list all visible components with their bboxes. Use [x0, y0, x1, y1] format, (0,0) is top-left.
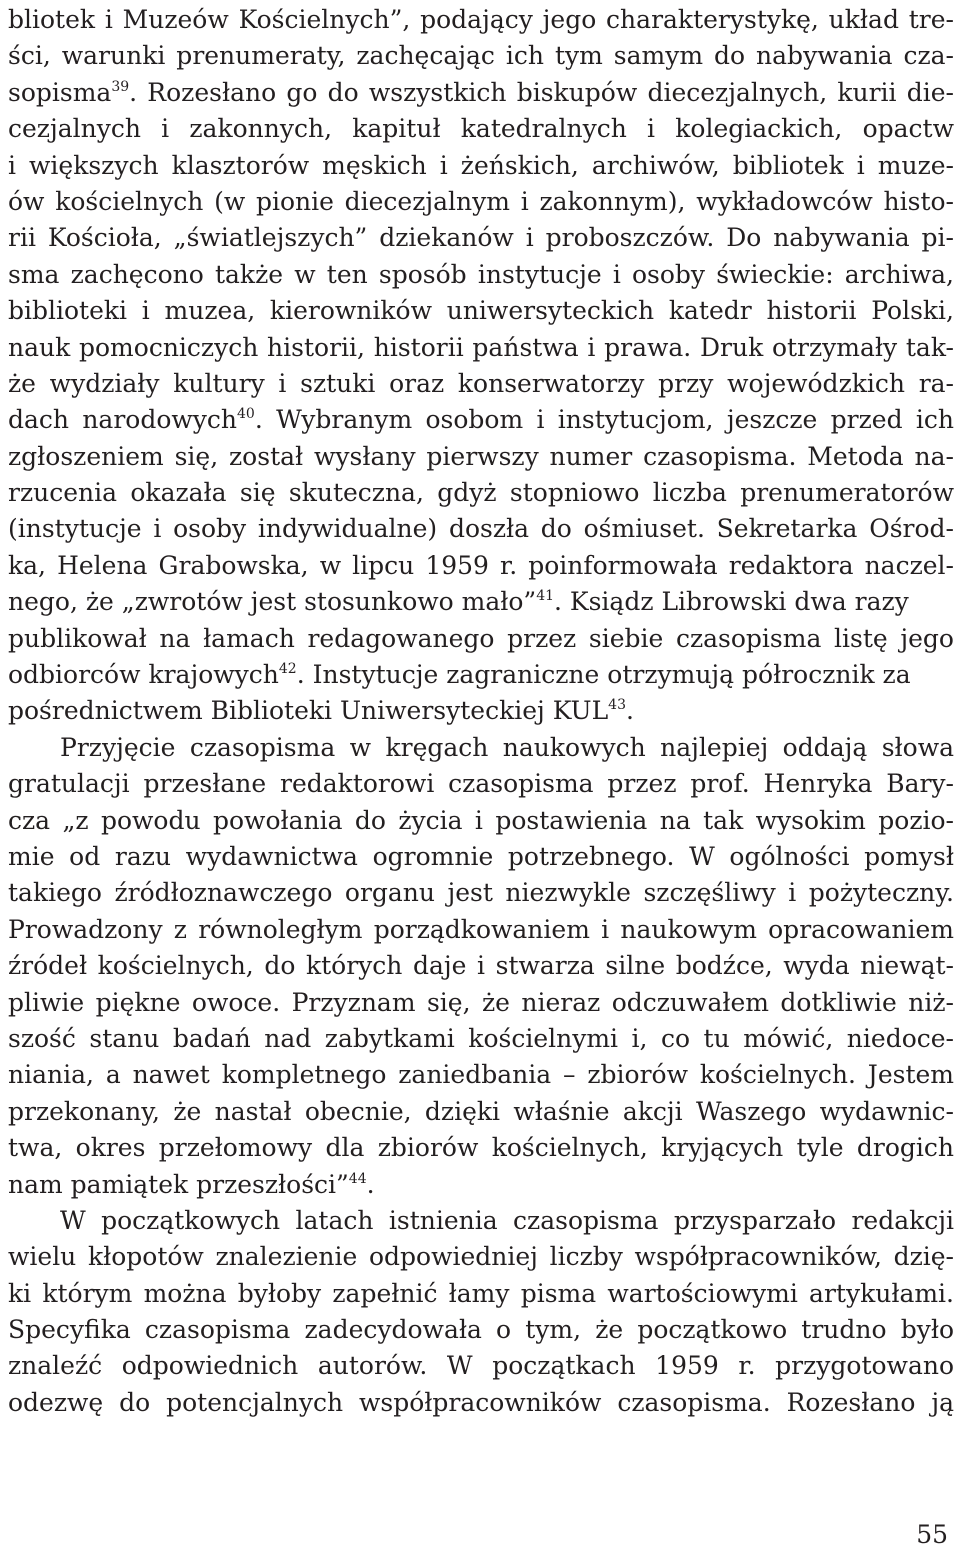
text-run: twa, okres przełomowy dla zbiorów kościelnych, kryjących tyle drogich — [8, 1133, 954, 1163]
text-line — [8, 1385, 954, 1421]
text-line — [8, 184, 954, 220]
text-run: rzucenia okazała się skuteczna, gdyż stopniowo liczba prenumeratorów — [8, 478, 954, 508]
text-line — [8, 1348, 954, 1384]
text-run: Przyjęcie czasopisma w kręgach naukowych najlepiej oddają słowa — [60, 732, 954, 762]
text-line — [8, 293, 954, 329]
body-text — [8, 2, 954, 1421]
text-line — [8, 439, 954, 475]
text-run: ki którym można byłoby zapełnić łamy pisma wartościowymi artykułami. — [8, 1278, 954, 1308]
text-run: . Ksiądz Librowski dwa razy — [554, 587, 909, 617]
text-line — [8, 366, 954, 402]
paragraph — [8, 2, 954, 730]
page-number: 55 — [916, 1520, 948, 1549]
document-page — [8, 0, 954, 1556]
text-run: szość stanu badań nad zabytkami kościelnymi i, co tu mówić, niedoce- — [8, 1023, 954, 1053]
text-run: publikował na łamach redagowanego przez siebie czasopisma listę jego — [8, 623, 954, 653]
text-line — [8, 111, 954, 147]
text-run: że wydziały kultury i sztuki oraz konserwatorzy przy wojewódzkich ra- — [8, 368, 954, 398]
text-line — [8, 220, 954, 256]
text-line — [8, 38, 954, 74]
text-run: znaleźć odpowiednich autorów. W początkach 1959 r. przygotowano — [8, 1351, 954, 1381]
footnote-ref: 40 — [237, 406, 255, 423]
text-run: nam pamiątek przeszłości” — [8, 1169, 349, 1199]
text-line — [8, 730, 954, 766]
text-run: . — [626, 696, 634, 726]
text-run: cezjalnych i zakonnych, kapituł katedralnych i kolegiackich, opactw — [8, 114, 954, 144]
text-run: cza „z powodu powołania do życia i postawienia na tak wysokim pozio- — [8, 805, 954, 835]
text-run: takiego źródłoznawczego organu jest niezwykle szczęśliwy i pożyteczny. — [8, 878, 954, 908]
text-run: bliotek i Muzeów Kościelnych”, podający jego charakterystykę, układ tre- — [8, 5, 954, 34]
text-run: biblioteki i muzea, kierowników uniwersyteckich katedr historii Polski, — [8, 296, 954, 326]
text-run: . Wybranym osobom i instytucjom, jeszcze przed ich — [254, 405, 954, 435]
text-line — [8, 1021, 954, 1057]
text-run: sma zachęcono także w ten sposób instytucje i osoby świeckie: archiwa, — [8, 259, 954, 289]
footnote-ref: 41 — [536, 588, 555, 605]
text-run: niania, a nawet kompletnego zaniedbania – zbiorów kościelnych. Jestem — [8, 1060, 954, 1090]
text-line — [8, 148, 954, 184]
text-line — [8, 839, 954, 875]
text-run: rii Kościoła, „światlejszych” dziekanów i proboszczów. Do nabywania pi- — [8, 223, 954, 253]
text-line — [8, 803, 954, 839]
text-line — [8, 475, 954, 511]
text-run: sopisma — [8, 77, 112, 107]
paragraph — [8, 730, 954, 1203]
text-run: . Rozesłano go do wszystkich biskupów diecezjalnych, kurii die- — [129, 77, 954, 107]
text-line — [8, 875, 954, 911]
text-line — [8, 548, 954, 584]
text-run: dach narodowych — [8, 405, 238, 435]
text-run: gratulacji przesłane redaktorowi czasopisma przez prof. Henryka Bary- — [8, 769, 954, 799]
footnote-ref: 39 — [111, 78, 130, 95]
text-run: (instytucje i osoby indywidualne) doszła do ośmiuset. Sekretarka Ośrod- — [8, 514, 954, 544]
text-run: odbiorców krajowych — [8, 660, 279, 690]
text-run: przekonany, że nastał obecnie, dzięki właśnie akcji Waszego wydawnic- — [8, 1096, 954, 1126]
text-line — [8, 75, 954, 111]
text-line — [8, 621, 954, 657]
text-run: zgłoszeniem się, został wysłany pierwszy numer czasopisma. Metoda na- — [8, 441, 954, 471]
text-line — [8, 1276, 954, 1312]
text-run: nego, że „zwrotów jest stosunkowo mało” — [8, 587, 537, 617]
text-run: Specyfika czasopisma zadecydowała o tym, że początkowo trudno było — [8, 1315, 954, 1345]
text-run: Prowadzony z równoległym porządkowaniem i naukowym opracowaniem — [8, 914, 954, 944]
text-run: źródeł kościelnych, do których daje i stwarza silne bodźce, wyda niewąt- — [8, 951, 954, 981]
text-run: ów kościelnych (w pionie diecezjalnym i zakonnym), wykładowców histo- — [8, 186, 954, 216]
text-line — [8, 1094, 954, 1130]
text-line — [8, 766, 954, 802]
text-line — [8, 948, 954, 984]
text-line — [8, 657, 954, 693]
text-run: pliwie piękne owoce. Przyznam się, że nieraz odczuwałem dotkliwie niż- — [8, 987, 954, 1017]
paragraph — [8, 1203, 954, 1421]
text-line — [8, 985, 954, 1021]
text-line — [8, 1203, 954, 1239]
text-line — [8, 1057, 954, 1093]
text-run: . — [366, 1169, 375, 1199]
text-run: odezwę do potencjalnych współpracowników czasopisma. Rozesłano ją — [8, 1387, 954, 1417]
text-line — [8, 693, 954, 729]
text-line — [8, 1130, 954, 1166]
text-run: i większych klasztorów męskich i żeńskich, archiwów, bibliotek i muze- — [8, 150, 954, 180]
text-run: . Instytucje zagraniczne otrzymują półrocznik za — [296, 660, 911, 690]
footnote-ref: 43 — [608, 697, 626, 714]
footnote-ref: 42 — [278, 661, 297, 678]
text-run: ka, Helena Grabowska, w lipcu 1959 r. poinformowała redaktora naczel- — [8, 550, 954, 580]
text-run: pośrednictwem Biblioteki Uniwersyteckiej KUL — [8, 696, 609, 726]
text-line — [8, 330, 954, 366]
text-line — [8, 1312, 954, 1348]
text-line — [8, 402, 954, 438]
text-line — [8, 511, 954, 547]
text-run: ści, warunki prenumeraty, zachęcając ich tym samym do nabywania cza- — [8, 41, 954, 71]
text-line — [8, 912, 954, 948]
text-line — [8, 584, 954, 620]
text-run: nauk pomocniczych historii, historii państwa i prawa. Druk otrzymały tak- — [8, 332, 954, 362]
text-run: W początkowych latach istnienia czasopisma przysparzało redakcji — [60, 1205, 954, 1235]
text-line — [8, 257, 954, 293]
text-line — [8, 2, 954, 38]
text-run: wielu kłopotów znalezienie odpowiedniej liczby współpracowników, dzię- — [8, 1242, 954, 1272]
text-line — [8, 1167, 954, 1203]
footnote-ref: 44 — [348, 1170, 367, 1187]
text-line — [8, 1239, 954, 1275]
text-run: mie od razu wydawnictwa ogromnie potrzebnego. W ogólności pomysł — [8, 841, 954, 871]
